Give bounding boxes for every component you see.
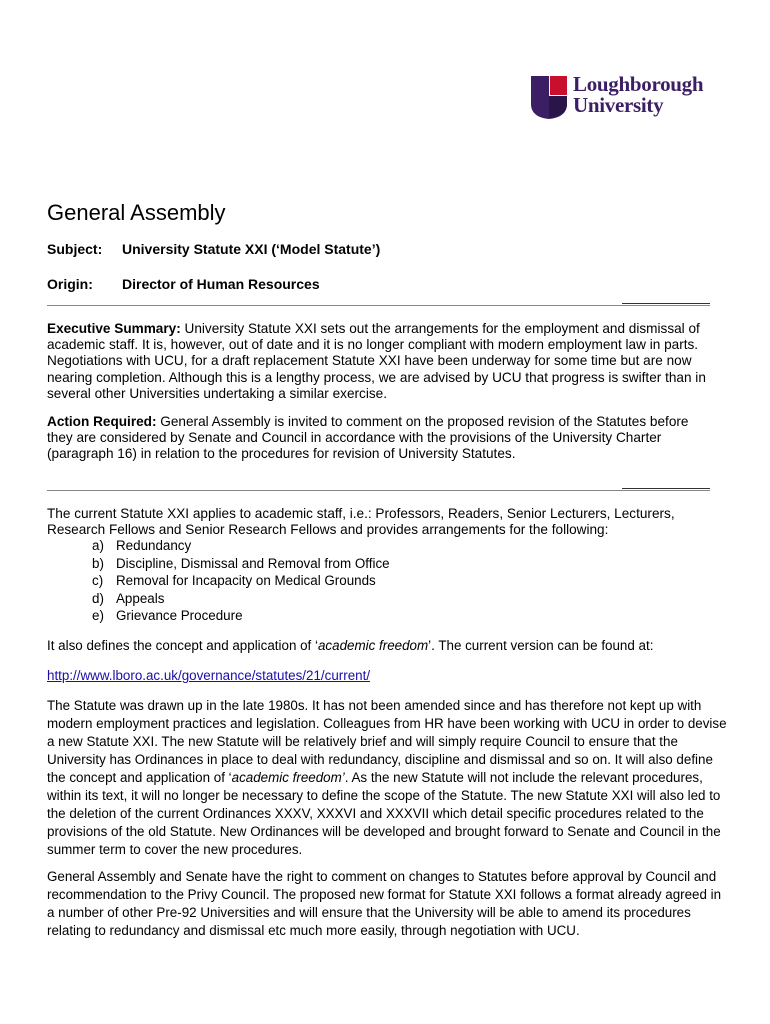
current-statute-link-line [47,667,727,685]
academic-freedom-paragraph: It also defines the concept and application of ‘academic freedom’. The current version can be found at: [47,638,654,653]
subject-value: University Statute XXI (‘Model Statute’) [122,241,381,257]
origin-label: Origin: [47,276,93,292]
statute-history-paragraph: The Statute was drawn up in the late 1980s. It has not been amended since and has therefore not kept up with modern employment practices and legislation. Colleagues from HR have been working with UCU in order to devise a new Statute XXI. The new Statute will be relatively brief and will simply require Council to ensure that the University has Ordinances in place to deal with redundancy, discipline and dismissal and so on. It will also define the concept and application of ‘academic freedom’. As the new Statute will not include the relevant procedures, within its text, it will no longer be necessary to define the scope of the Statute. The new Statute XXI will also led to the deletion of the current Ordinances XXXV, XXXVI and XXXVII which detail specific procedures related to the provisions of the old Statute. New Ordinances will be developed and brought forward to Senate and Council in the summer term to cover the new procedures. [47,698,727,857]
divider-tab [622,488,710,489]
comment-rights-paragraph: General Assembly and Senate have the right to comment on changes to Statutes before approval by Council and recommendation to the Privy Council. The proposed new format for Statute XXI follows a format already agreed in a number of other Pre-92 Universities and will ensure that the University will be able to amend its procedures relating to redundancy and dismissal etc much more easily, through negotiation with UCU. [47,869,722,938]
action-required-text: General Assembly is invited to comment on the proposed revision of the Statutes before they are considered by Senate and Council in accordance with the provisions of the University Charter (paragraph 16) in relation to the procedures for revision of University Statutes. [47,414,689,462]
origin-row [47,276,320,292]
intro-paragraph: The current Statute XXI applies to academic staff, i.e.: Professors, Readers, Senior Lecturers, Lecturers, Research Fellows and Senior Research Fellows and provides arrangements for the following: [47,506,675,538]
executive-summary-text: University Statute XXI sets out the arrangements for the employment and dismissal of academic staff. It is, however, out of date and it is no longer compliant with modern employment law in parts. Negotiations with UCU, for a draft replacement Statute XXI have been underway for some time but are now nearing completion. Although this is a lengthy process, we are advised by UCU that progress is swifter than in several other Universities undertaking a similar exercise. [47,321,706,401]
list-item: c) Removal for Incapacity on Medical Grounds [92,573,376,589]
page-title: General Assembly [47,200,226,225]
subject-label: Subject: [47,241,103,257]
subject-row [47,241,380,257]
provisions-list [92,537,390,625]
origin-value: Director of Human Resources [122,276,320,292]
crest-icon [529,74,569,120]
current-statute-link[interactable]: http://www.lboro.ac.uk/governance/statutes/21/current/ [47,668,371,683]
list-item: b) Discipline, Dismissal and Removal from Office [92,555,390,571]
executive-summary-label: Executive Summary: [47,321,181,336]
logo-line-2: University [573,93,664,117]
logo-line-1: Loughborough [573,72,704,96]
action-required [47,414,717,463]
list-item: e) Grievance Procedure [92,608,243,624]
university-logo [529,74,729,122]
executive-summary [47,321,717,402]
divider [47,305,710,306]
list-item: a) Redundancy [92,538,192,553]
list-item: d) Appeals [92,590,165,606]
divider [47,490,710,491]
divider-tab [622,303,710,304]
action-required-label: Action Required: [47,414,157,429]
